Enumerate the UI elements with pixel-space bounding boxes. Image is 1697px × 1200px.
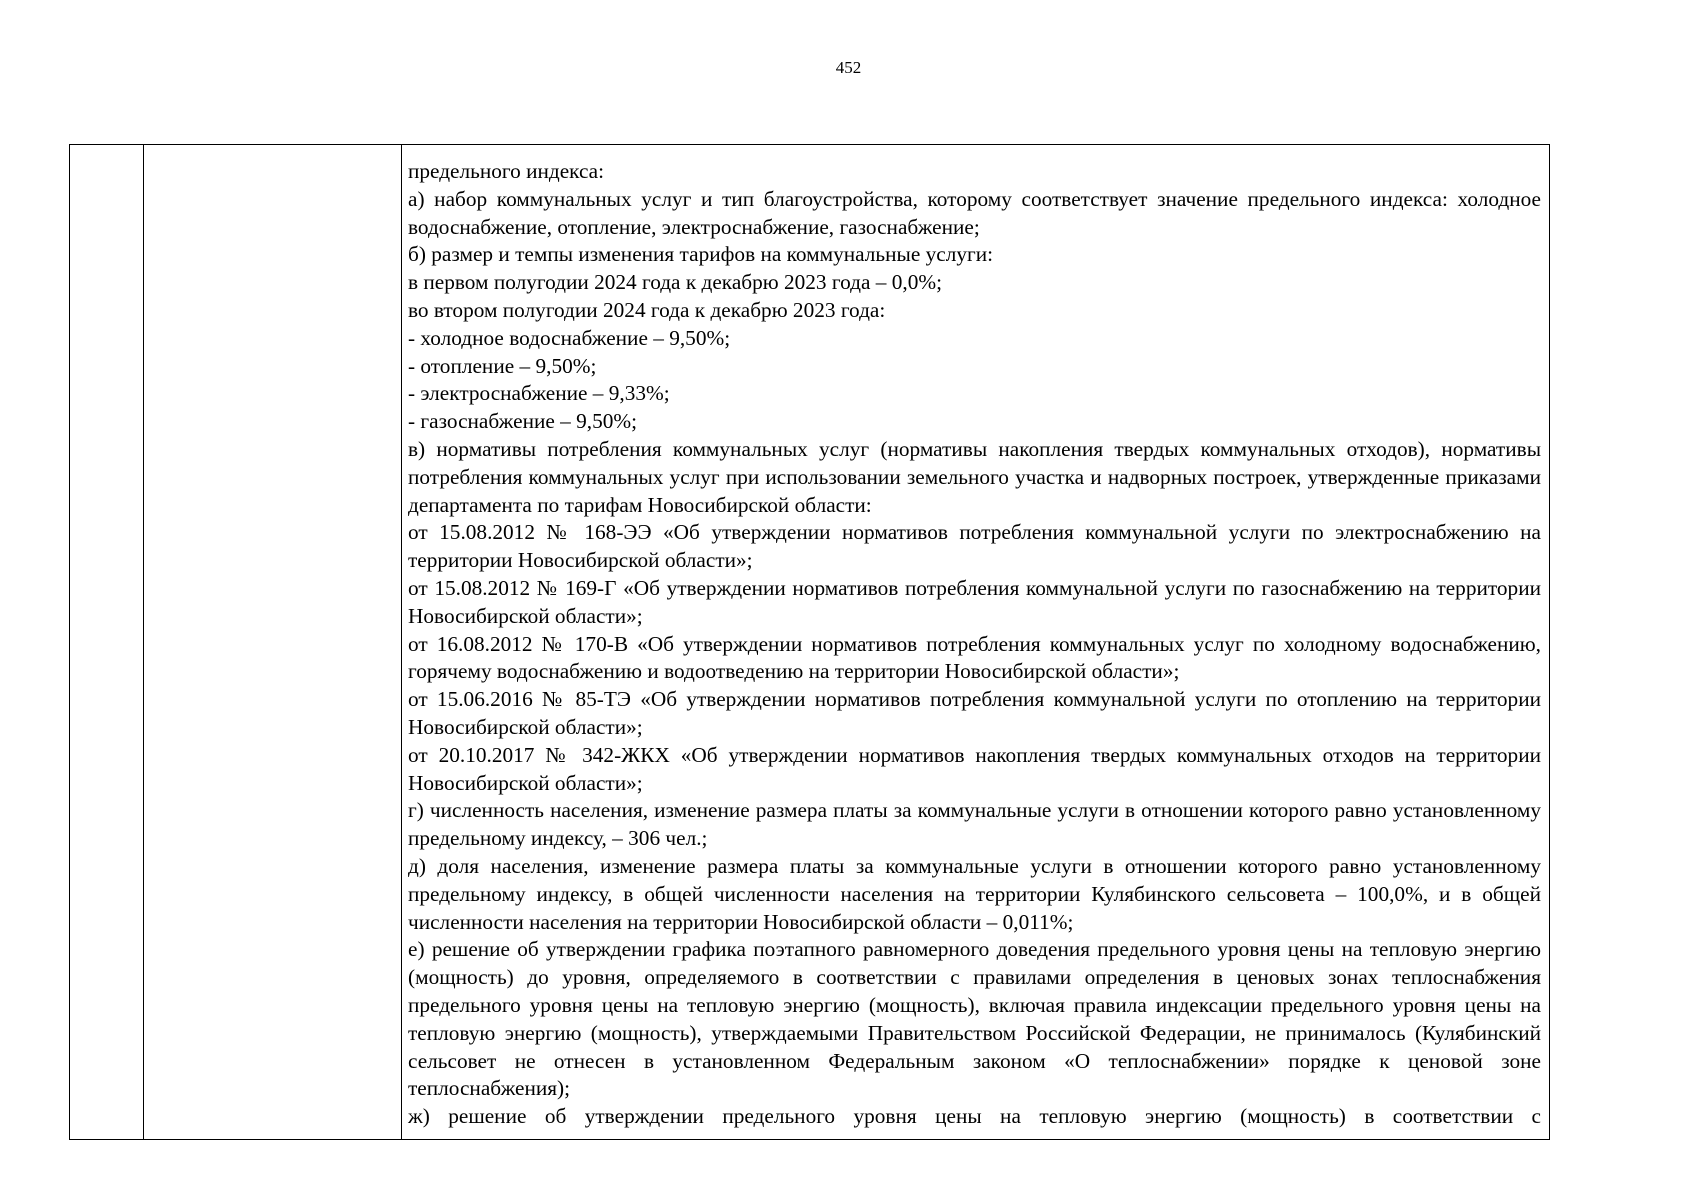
table-cell-title (144, 145, 402, 1140)
paragraph: от 16.08.2012 № 170-В «Об утверждении нормативов потребления коммунальных услуг по холодному водоснабжению, горячему водоснабжению и водоотведению на территории Новосибирской области»; (408, 631, 1541, 684)
paragraph: - холодное водоснабжение – 9,50%; (408, 325, 731, 350)
paragraph: от 15.08.2012 № 169-Г «Об утверждении нормативов потребления коммунальной услуги по газоснабжению на территории Новосибирской области»; (408, 575, 1541, 628)
paragraph: а) набор коммунальных услуг и тип благоустройства, которому соответствует значение предельного индекса: холодное водоснабжение, отопление, электроснабжение, газоснабжение; (408, 186, 1541, 239)
paragraph: в первом полугодии 2024 года к декабрю 2023 года – 0,0%; (408, 270, 943, 295)
table-cell-number (70, 145, 144, 1140)
paragraph: е) решение об утверждении графика поэтапного равномерного доведения предельного уровня цены на тепловую энергию (мощность) до уровня, определяемого в соответствии с правилами определения в ценовых зонах теплоснабжения предельного уровня цены на тепловую энергию (мощность), включая правила индексации предельного уровня цены на тепловую энергию (мощность), утверждаемыми Правительством Российской Федерации, не принималось (Кулябинский сельсовет не отнесен в установленном Федеральным законом «О теплоснабжении» порядке к ценовой зоне теплоснабжения); (408, 937, 1541, 1101)
paragraph: г) численность населения, изменение размера платы за коммунальные услуги в отношении которого равно установленному предельному индексу, – 306 чел.; (408, 798, 1541, 851)
paragraph: от 15.08.2012 № 168-ЭЭ «Об утверждении нормативов потребления коммунальной услуги по электроснабжению на территории Новосибирской области»; (408, 520, 1541, 573)
document-table (69, 144, 1550, 1140)
paragraph: д) доля населения, изменение размера платы за коммунальные услуги в отношении которого равно установленному предельному индексу, в общей численности населения на территории Кулябинского сельсовета – 100,0%, и в общей численности населения на территории Новосибирской области – 0,011%; (408, 853, 1541, 934)
paragraph: от 20.10.2017 № 342-ЖКХ «Об утверждении нормативов накопления твердых коммунальных отходов на территории Новосибирской области»; (408, 742, 1541, 795)
table-cell-content (402, 145, 1550, 1140)
table-row (70, 145, 1550, 1140)
page-number: 452 (835, 58, 862, 77)
paragraph: ж) решение об утверждении предельного уровня цены на тепловую энергию (мощность) в соответствии с (408, 1104, 1541, 1129)
paragraph: б) размер и темпы изменения тарифов на коммунальные услуги: (408, 242, 994, 267)
paragraph: - газоснабжение – 9,50%; (408, 409, 638, 434)
paragraph: - отопление – 9,50%; (408, 353, 597, 378)
paragraph: предельного индекса: (408, 159, 605, 183)
paragraph: - электроснабжение – 9,33%; (408, 381, 670, 406)
paragraph: от 15.06.2016 № 85-ТЭ «Об утверждении нормативов потребления коммунальной услуги по отоплению на территории Новосибирской области»; (408, 687, 1541, 739)
paragraph: во втором полугодии 2024 года к декабрю 2023 года: (408, 297, 886, 322)
paragraph: в) нормативы потребления коммунальных услуг (нормативы накопления твердых коммунальных отходов), нормативы потребления коммунальных услуг при использовании земельного участка и надворных построек, утвержденные приказами департамента по тарифам Новосибирской области: (408, 436, 1541, 517)
